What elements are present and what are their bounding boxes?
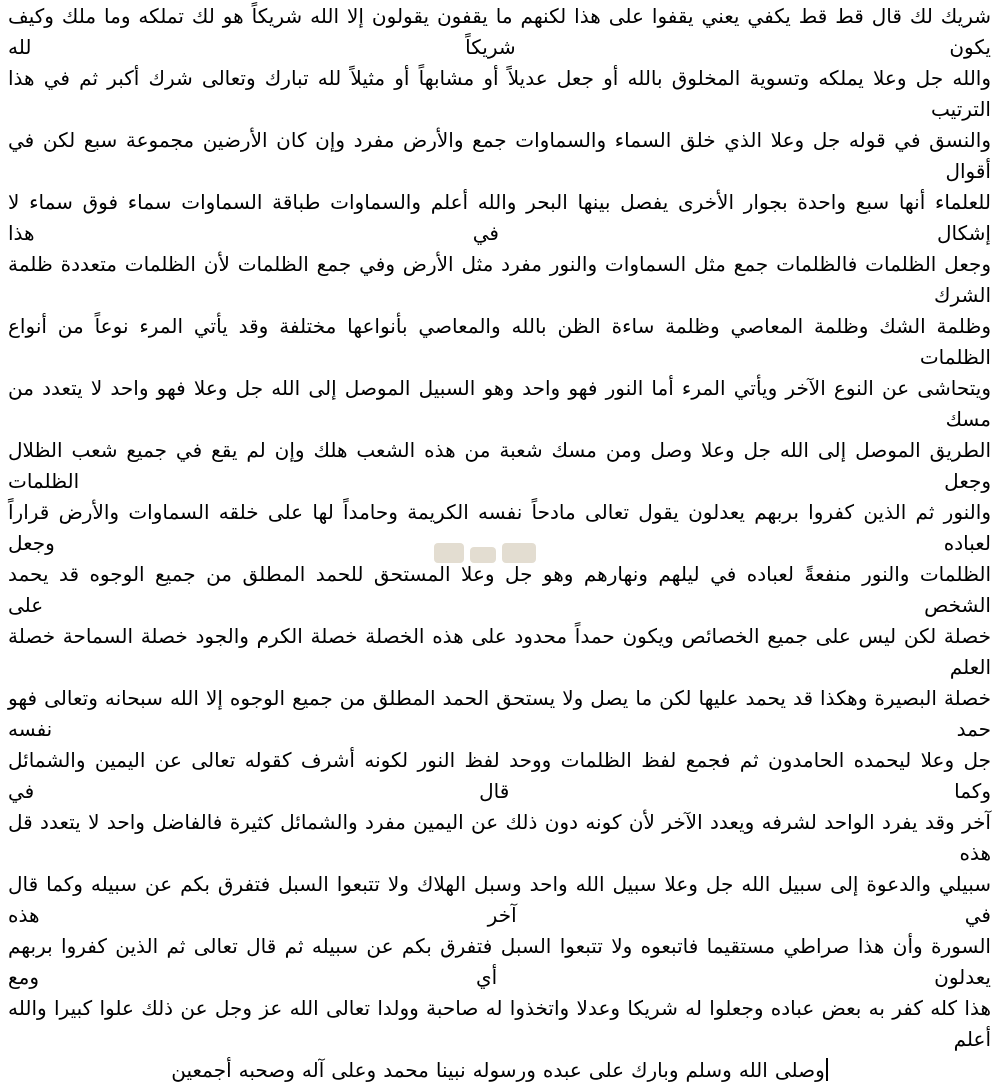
text-line: خصلة البصيرة وهكذا قد يحمد عليها لكن ما يصل ولا يستحق الحمد المطلق من جميع الوجوه إلا الله سبحانه وتعالى فهو حمد نفسه xyxy=(8,688,991,741)
text-line: شريك لك قال قط قط يكفي يعني يقفوا على هذا لكنهم ما يقفون يقولون إلا الله شريكاً هو لك تملكه وما ملك وكيف يكون شريكاً لله xyxy=(8,6,991,59)
text-line: الظلمات والنور منفعةً لعباده في ليلهم ونهارهم وهو جل وعلا المستحق للحمد المطلق من جميع الوجوه قد يحمد الشخص على xyxy=(8,564,991,617)
text-line: والله جل وعلا يملكه وتسوية المخلوق بالله أو جعل عديلاً أو مشابهاً أو مثيلاً لله تبارك وتعالى شرك أكبر ثم في هذا الترتيب xyxy=(8,68,991,121)
text-line: والنسق في قوله جل وعلا الذي خلق السماء والسماوات جمع والأرض مفرد وإن كان الأرضين مجموعة سبع لكن في أقوال xyxy=(8,130,991,183)
body-text xyxy=(8,2,991,1087)
text-line: سبيلي والدعوة إلى سبيل الله جل وعلا سبيل الله واحد وسبل الهلاك ولا تتبعوا السبل فتفرق بكم عن سبيله وكما قال في آخر هذه xyxy=(8,874,992,927)
text-line: جل وعلا ليحمده الحامدون ثم فجمع لفظ الظلمات ووحد لفظ النور لكونه أشرف كقوله تعالى عن اليمين والشمائل وكما قال في xyxy=(8,750,992,803)
text-line: السورة وأن هذا صراطي مستقيما فاتبعوه ولا تتبعوا السبل فتفرق بكم عن سبيله ثم قال تعالى ثم الذين كفروا بربهم يعدلون أي ومع xyxy=(8,936,991,989)
text-line: هذا كله كفر به بعض عباده وجعلوا له شريكا وعدلا واتخذوا له صاحبة وولدا تعالى الله عز وجل عن ذلك علوا كبيرا والله أعلم xyxy=(8,998,991,1051)
text-cursor[interactable] xyxy=(826,1058,828,1081)
text-line: الطريق الموصل إلى الله جل وعلا وصل ومن مسك شعبة من هذه الشعب هلك وإن لم يقع في جميع شعب الظلال وجعل الظلمات xyxy=(8,440,991,493)
closing-salawat-text: وصلى الله وسلم وبارك على عبده ورسوله نبينا محمد وعلى آله وصحبه أجمعين xyxy=(171,1060,825,1082)
text-line: خصلة لكن ليس على جميع الخصائص ويكون حمداً محدود على هذه الخصلة خصلة الكرم والجود خصلة السماحة خصلة العلم xyxy=(8,626,991,679)
text-line: آخر وقد يفرد الواحد لشرفه ويعدد الآخر لأن كونه دون ذلك عن اليمين مفرد والشمائل كثيرة فالفاضل واحد لا يتعدد قل هذه xyxy=(8,812,991,865)
text-line: وظلمة الشك وظلمة المعاصي وظلمة ساءة الظن بالله والمعاصي بأنواعها مختلفة وقد يأتي المرء نوعاً من أنواع الظلمات xyxy=(8,316,991,369)
closing-salawat-line xyxy=(8,1056,991,1087)
text-line: للعلماء أنها سبع واحدة بجوار الأخرى يفصل بينها البحر والله أعلم والسماوات طباقة السماوات سماء فوق سماء لا إشكال في هذا xyxy=(8,192,991,245)
text-line: والنور ثم الذين كفروا بربهم يعدلون يقول تعالى مادحاً نفسه الكريمة وحامداً لها على خلقه السماوات والأرض قراراً لعباده وجعل xyxy=(8,502,991,555)
text-line: ويتحاشى عن النوع الآخر ويأتي المرء أما النور فهو واحد وهو السبيل الموصل إلى الله جل وعلا فهو واحد لا يتعدد من مسك xyxy=(8,378,991,431)
text-line: وجعل الظلمات فالظلمات جمع مثل السماوات والنور مفرد مثل الأرض وفي جمع الظلمات لأن الظلمات متعددة ظلمة الشرك xyxy=(8,254,991,307)
